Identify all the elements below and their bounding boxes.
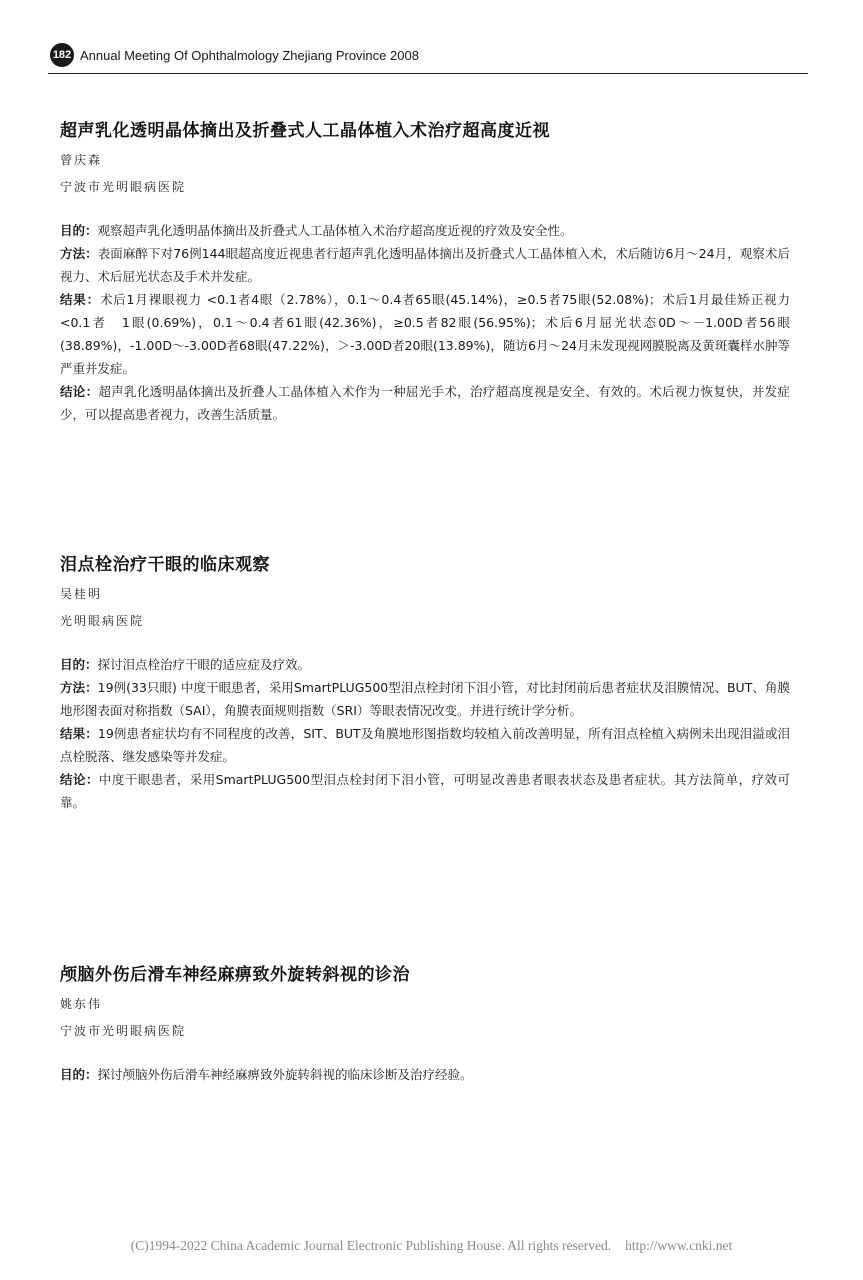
section-text: 术后1月裸眼视力 <0.1者4眼（2.78%），0.1～0.4者65眼(45.14%)，≥0.5者75眼(52.08%)；术后1月最佳矫正视力 <0.1者 1眼(0.69%)，0.1～0.4者61眼(42.36%)，≥0.5者82眼(56.95%)；术后6月屈光状态0D～－1.00D者56眼(38.89%)，-1.00D～-3.00D者68眼(47.22%)，＞-3.00D者20眼(13.89%)，随访6月～24月未发现视网膜脱离及黄斑囊样水肿等严重并发症。 [60,292,790,376]
abstract-result [60,288,790,380]
section-label: 目的： [60,657,98,672]
section-text: 探讨颅脑外伤后滑车神经麻痹致外旋转斜视的临床诊断及治疗经验。 [97,1067,473,1082]
copyright-notice: (C)1994-2022 China Academic Journal Electronic Publishing House. All rights reserved. [130,1238,612,1253]
article-affiliation: 宁波市光明眼病医院 [60,180,187,194]
abstract-conclusion [60,768,790,814]
section-text: 19例(33只眼) 中度干眼患者，采用SmartPLUG500型泪点栓封闭下泪小管，对比封闭前后患者症状及泪膜情况、BUT、角膜地形图表面对称指数（SAI），角膜表面规则指数（SRI）等眼表情况改变。并进行统计学分析。 [60,680,790,718]
section-label: 结论： [60,772,99,787]
section-text: 表面麻醉下对76例144眼超高度近视患者行超声乳化透明晶体摘出及折叠式人工晶体植入术，术后随访6月～24月，观察术后视力、术后屈光状态及手术并发症。 [60,246,790,284]
article-title: 泪点栓治疗干眼的临床观察 [60,555,270,575]
section-label: 结果： [60,292,100,307]
section-label: 方法： [60,246,98,261]
abstract-conclusion [60,380,790,426]
page-footer [0,1238,863,1254]
article-author: 姚东伟 [60,997,103,1011]
section-text: 19例患者症状均有不同程度的改善，SIT、BUT及角膜地形图指数均较植入前改善明显，所有泪点栓植入病例未出现泪溢或泪点栓脱落、继发感染等并发症。 [60,726,790,764]
footer-url[interactable]: http://www.cnki.net [625,1238,733,1253]
article-title: 颅脑外伤后滑车神经麻痹致外旋转斜视的诊治 [60,965,410,985]
article-title: 超声乳化透明晶体摘出及折叠式人工晶体植入术治疗超高度近视 [60,121,550,141]
abstract-method [60,676,790,722]
section-label: 目的： [60,1067,98,1082]
abstract [60,219,790,426]
section-text: 超声乳化透明晶体摘出及折叠人工晶体植入术作为一种屈光手术，治疗超高度视是安全、有效的。术后视力恢复快，并发症少，可以提高患者视力，改善生活质量。 [60,384,790,422]
article-2 [60,550,790,814]
abstract [60,1063,790,1086]
journal-title: Annual Meeting Of Ophthalmology Zhejiang Province 2008 [80,47,419,63]
abstract-method [60,242,790,288]
article-affiliation: 宁波市光明眼病医院 [60,1024,187,1038]
header-rule [48,73,808,74]
article-author: 曾庆森 [60,153,103,167]
abstract-objective [60,1063,790,1086]
article-1 [60,116,790,426]
section-text: 观察超声乳化透明晶体摘出及折叠式人工晶体植入术治疗超高度近视的疗效及安全性。 [97,223,573,238]
section-label: 结果： [60,726,98,741]
section-text: 探讨泪点栓治疗干眼的适应症及疗效。 [97,657,311,672]
section-label: 方法： [60,680,98,695]
section-label: 结论： [60,384,99,399]
page-number-badge: 182 [50,43,74,67]
section-label: 目的： [60,223,98,238]
page-header [50,42,419,68]
article-author: 吴桂明 [60,587,103,601]
abstract-objective [60,653,790,676]
abstract [60,653,790,814]
article-3 [60,960,790,1086]
section-text: 中度干眼患者，采用SmartPLUG500型泪点栓封闭下泪小管，可明显改善患者眼表状态及患者症状。其方法简单，疗效可靠。 [60,772,790,810]
abstract-result [60,722,790,768]
abstract-objective [60,219,790,242]
article-affiliation: 光明眼病医院 [60,614,145,628]
